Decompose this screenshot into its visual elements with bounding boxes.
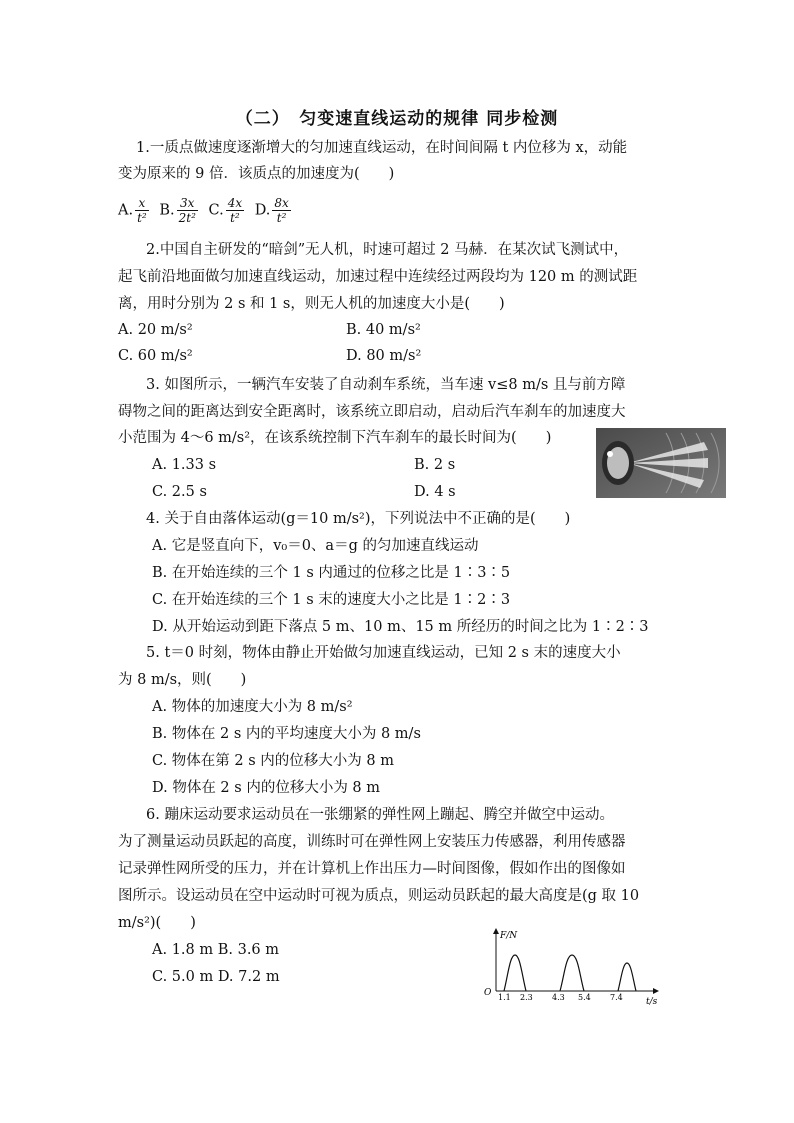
car-braking-image — [596, 428, 726, 498]
q5-option-a[interactable]: A. 物体的加速度大小为 8 m/s² — [152, 699, 353, 715]
q3-line3: 小范围为 4～6 m/s²，在该系统控制下汽车刹车的最长时间为( ) — [118, 430, 552, 446]
q2-line2: 起飞前沿地面做匀加速直线运动，加速过程中连续经过两段均为 120 m 的测试距 — [118, 269, 638, 285]
q1-options — [118, 196, 297, 225]
q2-line1: 2.中国自主研发的“暗剑”无人机，时速可超过 2 马赫．在某次试飞测试中， — [146, 242, 629, 258]
q2-option-d[interactable]: D. 80 m/s² — [346, 348, 422, 364]
q3-option-c[interactable]: C. 2.5 s — [152, 484, 207, 500]
q5-option-c[interactable]: C. 物体在第 2 s 内的位移大小为 8 m — [152, 753, 394, 769]
graph-tick: 7.4 — [610, 993, 623, 1002]
q4-option-b[interactable]: B. 在开始连续的三个 1 s 内通过的位移之比是 1∶3∶5 — [152, 565, 511, 581]
q2-option-b[interactable]: B. 40 m/s² — [346, 322, 421, 338]
q6-options-cd[interactable]: C. 5.0 m D. 7.2 m — [152, 969, 280, 985]
q1-line2: 变为原来的 9 倍．该质点的加速度为( ) — [118, 166, 395, 182]
q5-line2: 为 8 m/s，则( ) — [118, 672, 247, 688]
q4-option-d[interactable]: D. 从开始运动到距下落点 5 m、10 m、15 m 所经历的时间之比为 1∶2∶3 — [152, 619, 649, 635]
q3-line1: 3. 如图所示，一辆汽车安装了自动刹车系统，当车速 v≤8 m/s 且与前方障 — [146, 377, 626, 393]
q5-line1: 5. t＝0 时刻，物体由静止开始做匀加速直线运动，已知 2 s 末的速度大小 — [146, 645, 621, 661]
q6-line4: 图所示。设运动员在空中运动时可视为质点，则运动员跃起的最大高度是(g 取 10 — [118, 888, 640, 904]
q6-line1: 6. 蹦床运动要求运动员在一张绷紧的弹性网上蹦起、腾空并做空中运动。 — [146, 807, 614, 823]
q3-line2: 碍物之间的距离达到安全距离时，该系统立即启动，启动后汽车刹车的加速度大 — [118, 404, 626, 420]
graph-y-label: F/N — [500, 931, 518, 941]
q3-option-b[interactable]: B. 2 s — [414, 457, 456, 473]
graph-peak-3 — [618, 963, 636, 991]
graph-peak-1 — [504, 955, 526, 991]
q2-option-c[interactable]: C. 60 m/s² — [118, 348, 193, 364]
q1-option-d[interactable]: D. $\frac{8x}{\text{t²}}$ — [254, 196, 289, 225]
graph-x-label: t/s — [646, 997, 658, 1007]
q3-option-d[interactable]: D. 4 s — [414, 484, 456, 500]
q6-options-ab[interactable]: A. 1.8 m B. 3.6 m — [152, 942, 280, 958]
q4-option-a[interactable]: A. 它是竖直向下，v₀＝0、a＝g 的匀加速直线运动 — [152, 538, 479, 554]
q4-line1: 4. 关于自由落体运动(g＝10 m/s²)，下列说法中不正确的是( ) — [146, 511, 571, 527]
q5-option-d[interactable]: D. 物体在 2 s 内的位移大小为 8 m — [152, 780, 381, 796]
force-time-graph — [478, 925, 668, 1007]
q6-line5: m/s²)( ) — [118, 915, 196, 931]
graph-tick: 4.3 — [552, 993, 565, 1002]
q5-option-b[interactable]: B. 物体在 2 s 内的平均速度大小为 8 m/s — [152, 726, 421, 742]
graph-tick: 2.3 — [520, 993, 533, 1002]
q6-line2: 为了测量运动员跃起的高度，训练时可在弹性网上安装压力传感器，利用传感器 — [118, 834, 626, 850]
q1-option-b[interactable]: B. $\frac{3x}{\text{2t²}}$ — [159, 196, 196, 225]
graph-peak-2 — [560, 955, 584, 991]
q6-line3: 记录弹性网所受的压力，并在计算机上作出压力—时间图像，假如作出的图像如 — [118, 861, 626, 877]
graph-origin: O — [484, 988, 492, 998]
page-title: （二） 匀变速直线运动的规律 同步检测 — [235, 109, 559, 129]
graph-tick: 1.1 — [498, 993, 511, 1002]
graph-tick: 5.4 — [578, 993, 591, 1002]
q4-option-c[interactable]: C. 在开始连续的三个 1 s 末的速度大小之比是 1∶2∶3 — [152, 592, 511, 608]
q1-option-a[interactable]: A. $\frac{x}{\text{t²}}$ — [118, 196, 147, 225]
q1-line1: 1.一质点做速度逐渐增大的匀加速直线运动，在时间间隔 t 内位移为 x，动能 — [136, 140, 628, 156]
q1-option-c[interactable]: C. $\frac{4x}{\text{t²}}$ — [208, 196, 243, 225]
q2-option-a[interactable]: A. 20 m/s² — [118, 322, 193, 338]
q2-line3: 离，用时分别为 2 s 和 1 s，则无人机的加速度大小是( ) — [118, 296, 505, 312]
q3-option-a[interactable]: A. 1.33 s — [152, 457, 217, 473]
